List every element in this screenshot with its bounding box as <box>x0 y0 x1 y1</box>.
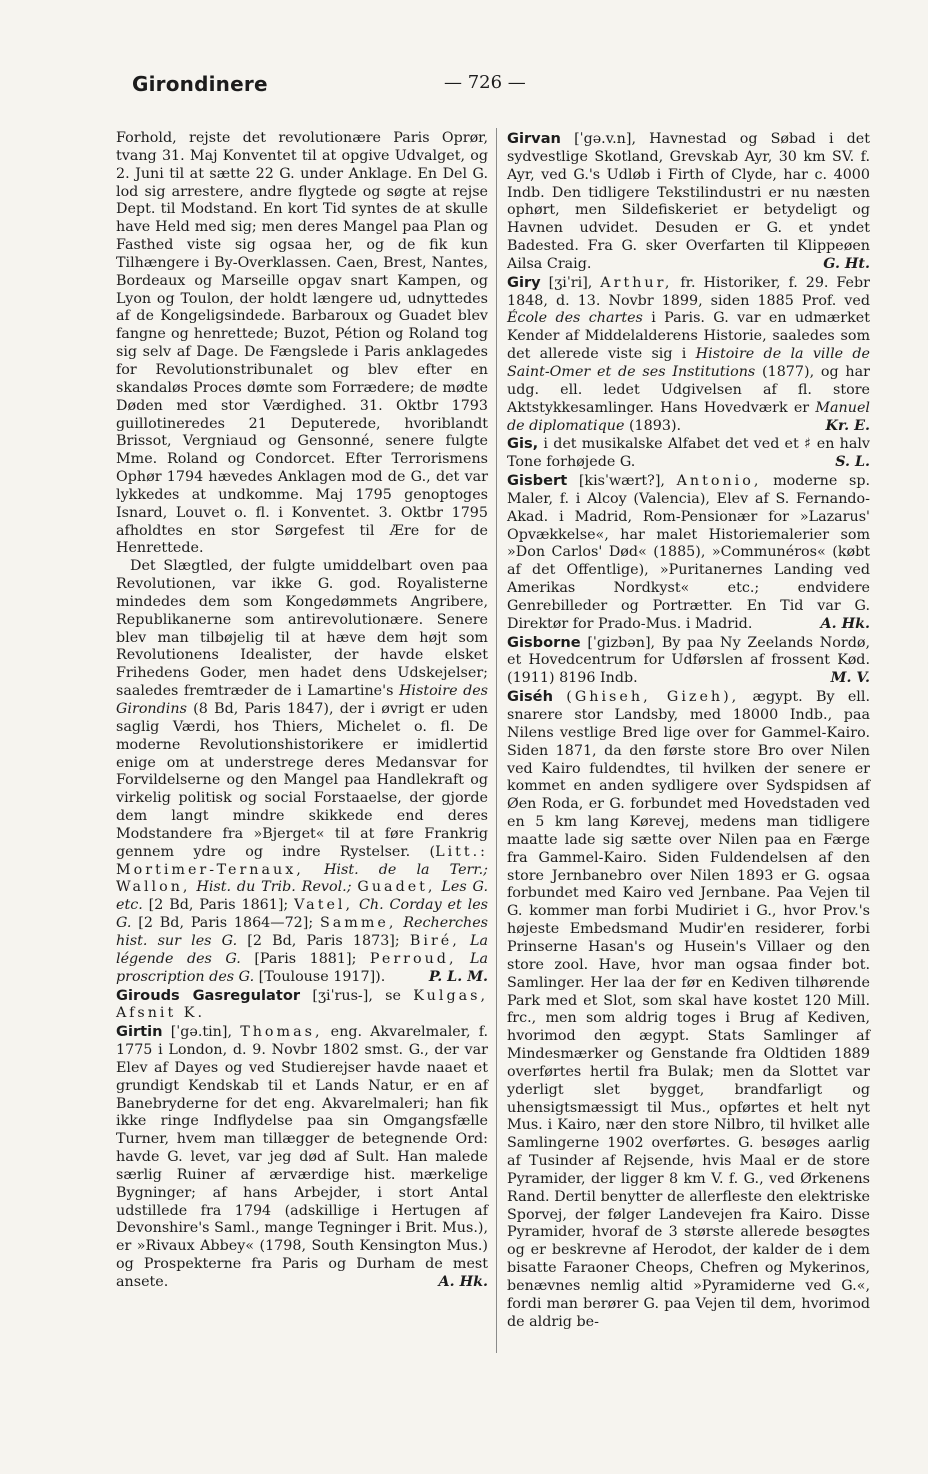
entry-text: i det musikalske Alfabet det ved et ♯ en halv Tone forhøjede G. <box>507 436 870 471</box>
page-number: — 726 — <box>444 72 526 93</box>
entry-text: (1893). <box>628 417 682 434</box>
pronunciation: [ʒiˈrus-], <box>312 987 373 1004</box>
author-signature: A. Hk. <box>438 1274 488 1290</box>
work-title: Histoire de la ville de Saint-Omer et de ses Institutions <box>507 346 870 380</box>
pronunciation: [kisˈwært?], <box>578 473 665 490</box>
entry-text: By paa Ny Zeelands Nordø, et Hovedcentrum for Udførslen af frossent Kød. (1911) 8196 Indb. <box>507 634 871 687</box>
author-name: Biré, <box>409 932 460 949</box>
author-name: Wallon, <box>116 879 191 896</box>
entry-text: (1877), og har udg. ell. ledet Udgivelsen af fl. store Aktstykkesamlinger. Hans Hovedværk er <box>507 363 870 416</box>
entry-gis <box>507 435 870 472</box>
person-forename: Arthur, <box>600 274 673 291</box>
author-name: Guadet, <box>357 879 436 896</box>
column-divider <box>496 128 497 1353</box>
author-signature: Kr. E. <box>825 417 870 434</box>
work-title: Histoire des Girondins <box>116 683 489 717</box>
girondinere-continuation: Forhold, rejste det revolutionære Paris Oprør, tvang 31. Maj Konventet til at opgive Udvalget, og 2. Juni til at sætte 22 G. under Anklage. En Del G. lod sig arrestere, andre flygtede og søgte at rejse Dept. til Modstand. En kort Tid syntes de at skulle have Held med sig; men deres Mangel paa Plan og Fasthed viste sig ogsaa her, og de fik kun Tilhængere i By-Overklassen. Caen, Brest, Nantes, Bordeaux og Marseille opgav snart Kampen, og Lyon og Toulon, der holdt længere ud, udnyttedes af de Kongeligsindede. Barbaroux og Guadet blev fangne og henrettede; Buzot, Pétion og Roland tog sig selv af Dage. De Fængslede i Paris anklagedes for Revolutionstribunalet og blev efter en skandaløs Proces dømte som Forrædere; de mødte Døden med stor Værdighed. 31. Oktbr 1793 guillotineredes 21 Deputerede, hvoriblandt Brissot, Vergniaud og Gensonné, senere fulgte Mme. Roland og Condorcet. Efter Terrorismens Ophør 1794 hævedes Anklagen mod de G., det var lykkedes at undkomme. Maj 1795 genoptoges Isnard, Louvet o. fl. i Konventet. 3. Oktbr 1795 afholdtes en stor Sørgefest til Ære for de Henrettede. <box>116 130 488 557</box>
author-signature: G. Ht. <box>823 255 870 272</box>
litt-label: Litt.: <box>435 843 488 860</box>
institution-name: École des chartes <box>507 310 643 327</box>
work-title: Ch. Corday et les G. <box>116 897 489 932</box>
reference-detail: [Toulouse 1917]). <box>258 968 386 985</box>
text-run: Det Slægtled, der fulgte umiddelbart oven paa Revolutionen, var ikke G. god. Royalisterne mindedes dem som Kongedømmets Angribere, Republikanerne som antirevolutionære. Senere blev man tilbøjelig til at hæve dem højt som Revolutionens Idealister, der havde elsket Frihedens Goder, men hadet dens Udskejelser; saaledes fremtræder de i Lamartine's <box>116 558 488 700</box>
see-label: se <box>385 987 401 1004</box>
entry-headword: Gisbert <box>507 472 568 490</box>
reference-detail: [2 Bd, Paris 1861]; <box>148 897 289 914</box>
work-title: La légende des G. <box>116 932 488 967</box>
work-title: Recherches hist. sur les G. <box>116 915 488 949</box>
entry-girvan <box>507 130 870 274</box>
alternate-spellings: (Ghiseh, Gizeh), <box>566 689 740 706</box>
entry-text: i Paris. G. var en udmærket Kender af Middelalderens Historie, saaledes som det allerede viste sig i <box>507 310 870 363</box>
person-forename: Antonio, <box>676 473 762 490</box>
reference-detail: [2 Bd, Paris 1864—72]; <box>138 915 314 932</box>
entry-girouds-gasregulator <box>116 987 488 1024</box>
reference-detail: [2 Bd, Paris 1873]; <box>247 932 400 949</box>
pronunciation: [ˈgə.tin], <box>170 1024 233 1041</box>
entry-headword: Giséh <box>507 688 553 706</box>
entry-girtin <box>116 1023 488 1292</box>
reference-detail: [Paris 1881]; <box>254 950 357 967</box>
entry-headword: Girvan <box>507 130 561 147</box>
author-signature: S. L. <box>835 454 870 471</box>
entry-text: fr. Historiker, f. 29. Febr 1848, d. 13. Novbr 1899, siden 1885 Prof. ved <box>507 274 871 309</box>
entry-gisbert <box>507 472 870 634</box>
entry-text: eng. Akvarelmaler, f. 1775 i London, d. 9. Novbr 1802 smst. G., der var Elev af Dayes og ved Studierejser havde naaet et grundigt Kendskab til et Lands Natur, er en af Banebryderne for det eng. Akvarelmaleri; han fik ikke ringe Indflydelse paa sin Omgangsfælle Turner, hvem man tillægger de betegnende Ord: havde G. levet, var jeg død af Sult. Han malede særlig Ruiner af ærværdige hist. mærkelige Bygninger; af hans Arbejder, i stort Antal udstillede fra 1794 (adskillige i Hertugen af Devonshire's Saml., mange Tegninger i Brit. Mus.), er »Rivaux Abbey« (1798, South Kensington Mus.) og Prospekterne fra Paris og Durham de mest ansete. <box>116 1024 489 1290</box>
running-head-word: Girondinere <box>132 72 268 96</box>
person-forename: Thomas, <box>240 1024 323 1041</box>
entry-text: Havnestad og Søbad i det sydvestlige Skotland, Grevskab Ayr, 30 km SV. f. Ayr, ved G.'s Udløb i Firth of Clyde, har c. 4000 Indb. Den tidligere Tekstilindustri er nu næsten ophørt, men Sildefiskeriet er betydeligt og Havnen udvidet. Desuden er G. et yndet Badested. Fra G. sker Overfarten til Klippeøen Ailsa Craig. <box>507 131 871 272</box>
author-signature: P. L. M. <box>428 968 488 985</box>
entry-text: moderne sp. Maler, f. i Alcoy (Valencia), Elev af S. Fernando-Akad. i Madrid, Rom-Pensionær for »Lazarus' Opvækkelse«, har malet Historiemalerier som »Don Carlos' Død« (1885), »Communéros« (købt af det Offentlige), »Puritanernes Landing ved Amerikas Nordkyst« etc.; endvidere Genrebilleder og Portrætter. En Tid var G. Direktør for Prado-Mus. i Madrid. <box>507 473 871 632</box>
text-run: (8 Bd, Paris 1847), der i øvrigt er uden saglig Værdi, hos Thiers, Michelet o. fl. De moderne Revolutionshistorikere er imidlertid enige om at understrege deres Medansvar for Forvildelserne og den Mangel paa Handlekraft og virkelig politisk og social Forstaaelse, der gjorde dem langt mindre skikkede end deres Modstandere fra »Bjerget« til at føre Frankrig gennem ydre og indre Rystelser. ( <box>116 701 488 860</box>
author-signature: A. Hk. <box>820 615 870 632</box>
cross-reference: Kulgas, Afsnit K. <box>116 987 489 1022</box>
work-title: Les G. etc. <box>116 879 489 914</box>
work-title: Hist. du Trib. Revol.; <box>196 879 352 896</box>
girondinere-historiography <box>116 558 488 986</box>
pronunciation: [ʒiˈri], <box>548 274 593 291</box>
page-header <box>132 72 852 102</box>
work-title: Manuel de diplomatique <box>507 399 871 434</box>
entry-gisborne <box>507 634 870 689</box>
entry-headword: Gisborne <box>507 633 581 651</box>
pronunciation: [ˈgizbən], <box>587 634 656 651</box>
entry-headword: Giry <box>507 273 541 291</box>
right-column <box>507 130 870 1332</box>
author-name: Samme, <box>319 915 397 932</box>
entry-giseh <box>507 688 870 1331</box>
author-name: Vatel, <box>294 897 354 914</box>
work-title: La proscription des G. <box>116 950 489 985</box>
author-signature: M. V. <box>830 670 870 687</box>
left-column <box>116 130 488 1292</box>
entry-headword: Girouds Gasregulator <box>116 986 301 1004</box>
entry-headword: Gis, <box>507 435 539 453</box>
author-name: Perroud, <box>369 950 457 967</box>
work-title: Hist. de la Terr.; <box>323 861 488 878</box>
entry-text: ægypt. By ell. snarere stor Landsby, med 18000 Indb., paa Nilens vestlige Bred lige over for Gammel-Kairo. Siden 1871, da den første store Bro over Nilen ved Kairo fuldendtes, til hvilken der senere er kommet en anden sydligere over Sydspidsen af Øen Roda, er G. forbundet med Hovedstaden ved en 5 km lang Kørevej, medens man tidligere maatte lade sig sætte over Nilen paa en Færge fra Gammel-Kairo. Siden Fuldendelsen af den store Jernbanebro over Nilen 1893 er G. ogsaa forbundet med Kairo ved Jernbane. Paa Vejen til G. kommer man forbi Mudiriet i G., hvor Prov.'s højeste Embedsmand Mudir'en residerer, forbi Prinserne Hasan's og Husein's Villaer og den store zool. Have, hvor man ogsaa finder bot. Samlinger. Her laa der før en Kediven tilhørende Park med et Slot, som skal have kostet 120 Mill. frc., men som aldrig toges i Brug af Kediven, hvorimod den ægypt. Stats Samlinger af Mindesmærker og Genstande fra Oldtiden 1889 overførtes hertil fra Bulak; men da Slottet var yderligt slet bygget, brandfarligt og uhensigtsmæssigt til Mus., opførtes et helt nyt Mus. i Kairo, nær den store Nilbro, til hvilket alle Samlingerne 1902 overførtes. G. besøges aarlig af Tusinder af Rejsende, hvis Maal er de store Pyramider, der ligger 8 km V. f. G., ved Ørkenens Rand. Dertil benytter de allerfleste den elektriske Sporvej, der følger Landevejen fra Kairo. Disse Pyramider, hvoraf de 3 største allerede besøgtes og er beskrevne af Herodot, der kalder de i dem bisatte Faraoner Cheops, Chefren og Mykerinos, benævnes nemlig altid »Pyramiderne ved G.«, fordi man berører G. paa Vejen til dem, hvorimod de aldrig be- <box>507 689 870 1330</box>
entry-headword: Girtin <box>116 1023 163 1041</box>
author-name: Mortimer-Ternaux, <box>116 861 304 878</box>
entry-giry <box>507 274 870 436</box>
pronunciation: [ˈgə.v.n], <box>574 131 636 147</box>
